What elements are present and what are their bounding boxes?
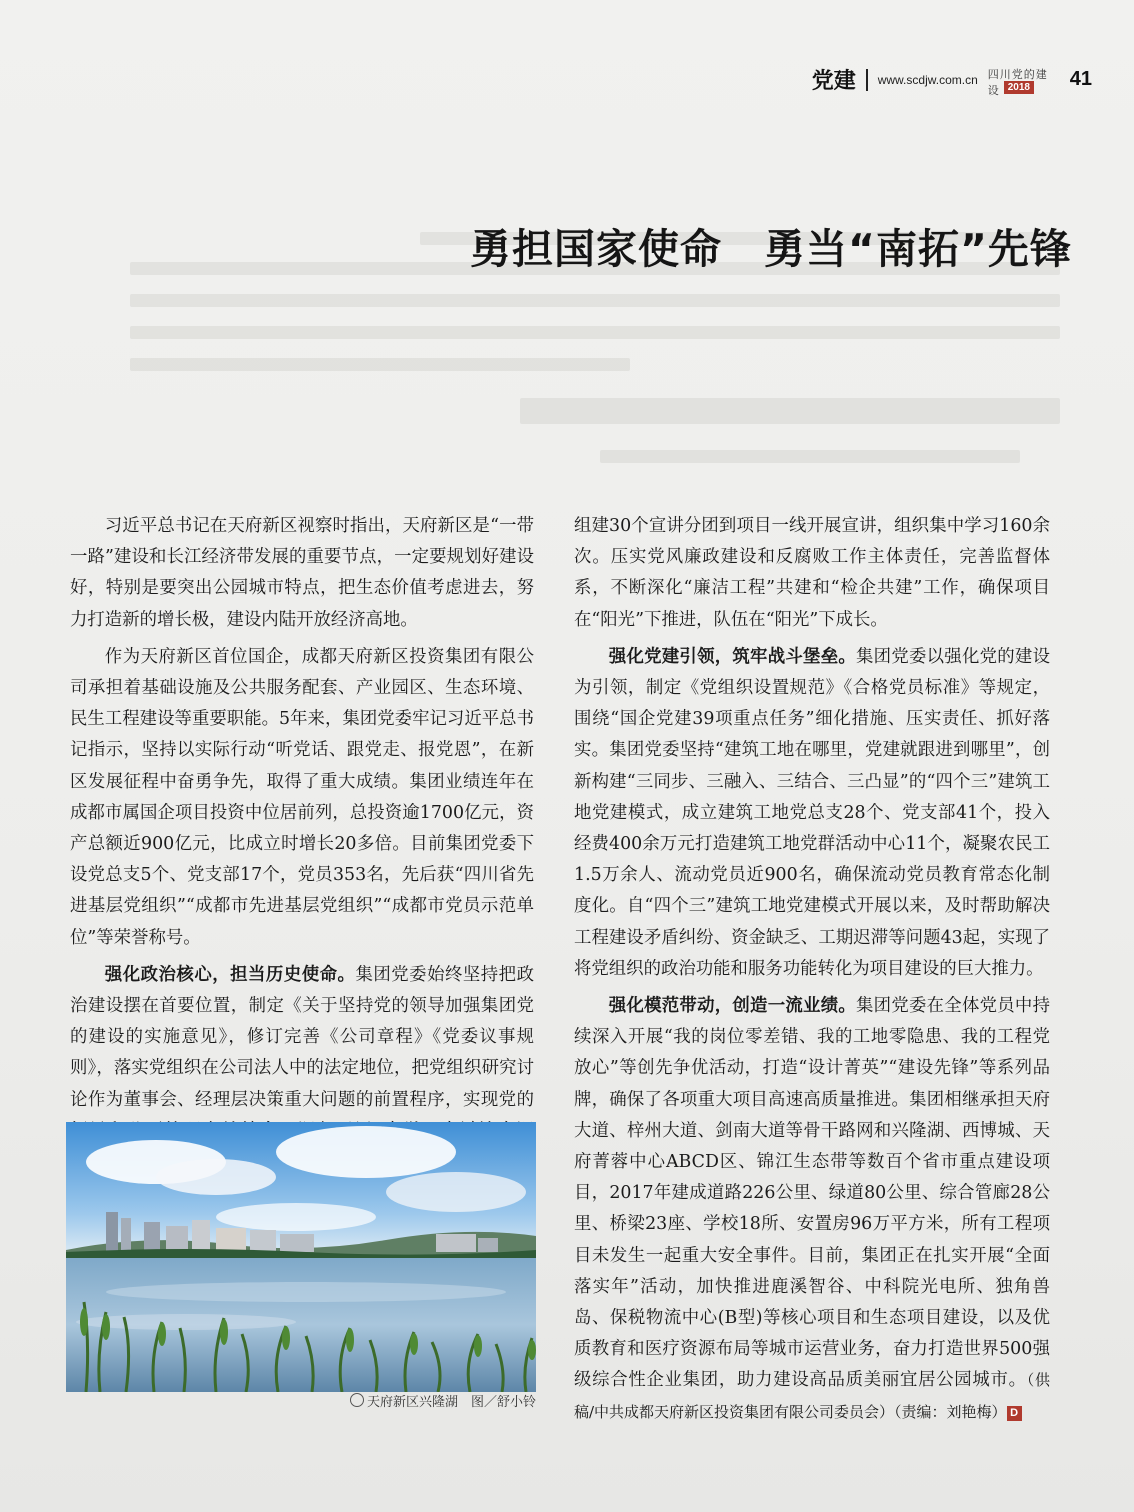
bleed-through <box>130 326 1060 339</box>
section-lead: 强化党建引领，筑牢战斗堡垒。 <box>608 646 857 667</box>
paragraph <box>574 642 1050 985</box>
page-number: 41 <box>1069 68 1092 90</box>
camera-icon <box>350 1393 364 1407</box>
photo-caption <box>66 1391 536 1410</box>
paragraph: 习近平总书记在天府新区视察时指出，天府新区是“一带一路”建设和长江经济带发展的重要节点，一定要规划好建设好，特别是要突出公园城市特点，把生态价值考虑进去，努力打造新的增长极，建设内陆开放经济高地。 <box>70 516 534 630</box>
end-mark-icon: D <box>1007 1406 1022 1421</box>
caption-text: 天府新区兴隆湖 图／舒小铃 <box>366 1395 536 1410</box>
header-divider <box>866 69 868 91</box>
paragraph: 组建30个宣讲分团到项目一线开展宣讲，组织集中学习160余次。压实党风廉政建设和反腐败工作主体责任，完善监督体系，不断深化“廉洁工程”共建和“检企共建”工作，确保项目在“阳光”下推进，队伍在“阳光”下成长。 <box>574 516 1050 630</box>
bleed-through <box>130 358 630 371</box>
lake-photo <box>66 1122 536 1392</box>
section-lead: 强化模范带动，创造一流业绩。 <box>608 996 857 1017</box>
section-lead: 强化政治核心，担当历史使命。 <box>104 964 356 985</box>
left-column <box>70 511 534 1184</box>
section-body: 集团党委以强化党的建设为引领，制定《党组织设置规范》《合格党员标准》等规定，围绕“国企党建39项重点任务”细化措施、压实责任、抓好落实。集团党委坚持“建筑工地在哪里，党建就跟进到哪里”，创新构建“三同步、三融入、三结合、三凸显”的“四个三”建筑工地党建模式，成立建筑工地党总支28个、党支部41个，投入经费400余万元打造建筑工地党群活动中心11个，凝聚农民工1.5万余人、流动党员近900名，确保流动党员教育常态化制度化。自“四个三”建筑工地党建模式开展以来，及时帮助解决工程建设矛盾纠纷、资金缺乏、工期迟滞等问题43起，实现了将党组织的政治功能和服务功能转化为项目建设的巨大推力。 <box>574 646 1050 979</box>
right-column <box>574 511 1050 1434</box>
paragraph <box>574 991 1050 1428</box>
paragraph: 作为天府新区首位国企，成都天府新区投资集团有限公司承担着基础设施及公共服务配套、产业园区、生态环境、民生工程建设等重要职能。5年来，集团党委牢记习近平总书记指示，坚持以实际行动“听党话、跟党走、报党恩”，在新区发展征程中奋勇争先，取得了重大成绩。集团业绩连年在成都市属国企项目投资中位居前列，总投资逾1700亿元，资产总额近900亿元，比成立时增长20多倍。目前集团党委下设党总支5个、党支部17个，党员353名，先后获“四川省先进基层党组织”“成都市先进基层党组织”“成都市党员示范单位”等荣誉称号。 <box>70 646 534 948</box>
article-credit: （供稿/中共成都天府新区投资集团有限公司委员会）（责编：刘艳梅） <box>574 1371 1050 1421</box>
article-title: 勇担国家使命 勇当“南拓”先锋 <box>470 225 1072 273</box>
section-body: 集团党委在全体党员中持续深入开展“我的岗位零差错、我的工地零隐患、我的工程党放心”等创先争优活动，打造“设计菁英”“建设先锋”等系列品牌，确保了各项重大项目高速高质量推进。集团相继承担天府大道、梓州大道、剑南大道等骨干路网和兴隆湖、西博城、天府菁蓉中心ABCD区、锦江生态带等数百个省市重点建设项目，2017年建成道路226公里、绿道80公里、综合管廊28公里、桥梁23座、学校18所、安置房96万平方米，所有工程项目未发生一起重大安全事件。目前，集团正在扎实开展“全面落实年”活动，加快推进鹿溪智谷、中科院光电所、独角兽岛、保税物流中心(B型)等核心项目和生态项目建设，以及优质教育和医疗资源布局等城市运营业务，奋力打造世界500强级综合性企业集团，助力建设高品质美丽宜居公园城市。 <box>574 996 1050 1391</box>
magazine-logo <box>987 66 1056 97</box>
bleed-through <box>130 294 1060 307</box>
section-body: 集团党委始终坚持把政治建设摆在首要位置，制定《关于坚持党的领导加强集团党的建设的实施意见》，修订完善《公司章程》《党委议事规则》，落实党组织在公司法人中的法定地位，把党组织研究讨论作为董事会、经理层决策重大问题的前置程序，实现党的 <box>70 964 534 1110</box>
magazine-name: 四川党的建设 <box>987 67 1048 97</box>
section-name: 党建 <box>811 69 856 94</box>
website-url: www.scdjw.com.cn <box>877 72 978 87</box>
bleed-through <box>600 450 1020 463</box>
bleed-through <box>520 398 1060 424</box>
magazine-year: 2018 <box>1004 81 1034 94</box>
running-header <box>812 64 1092 95</box>
